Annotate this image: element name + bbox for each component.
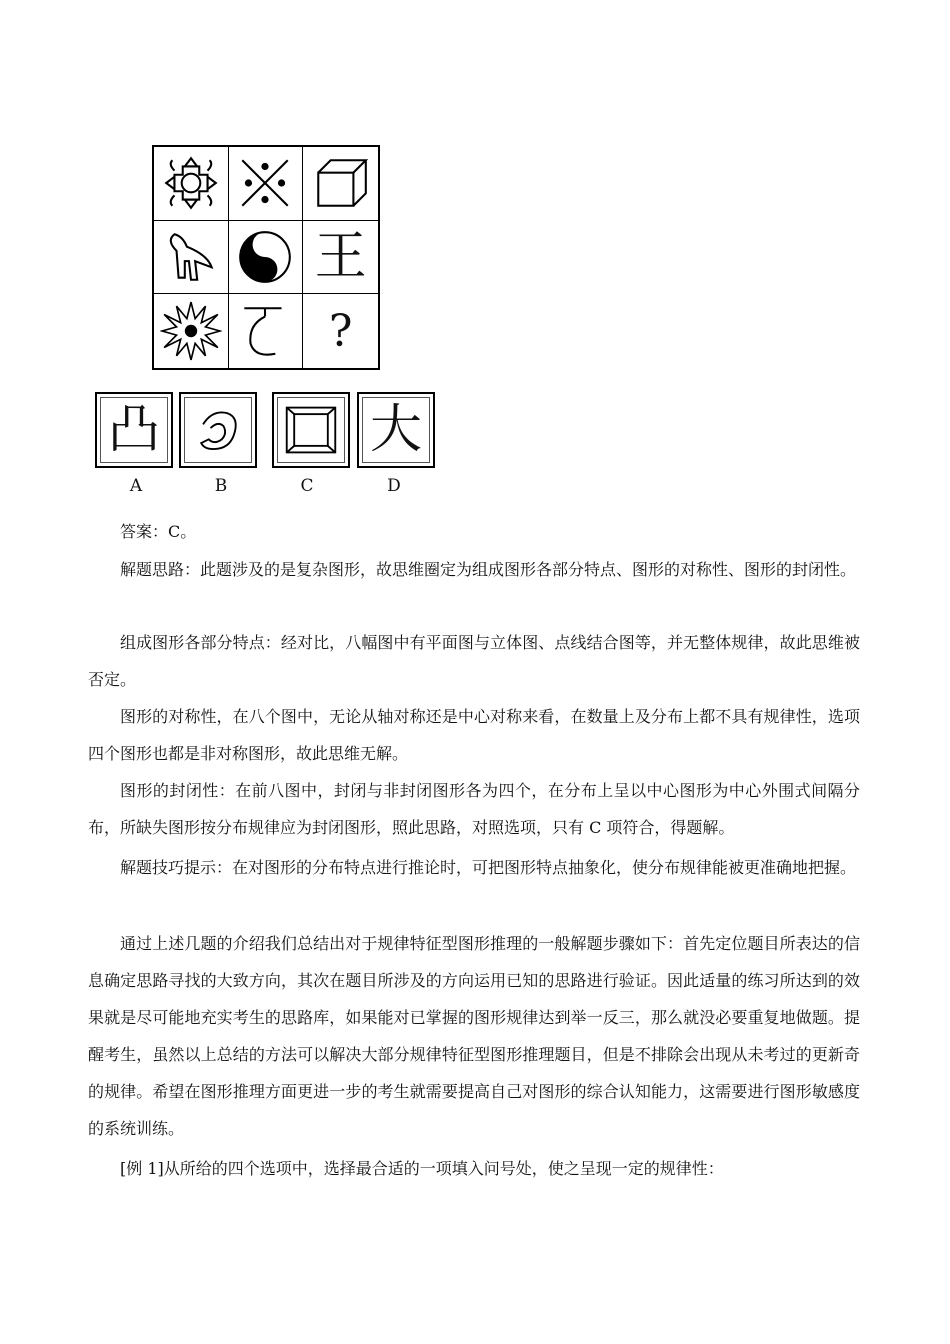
puzzle-cell-question	[303, 294, 378, 368]
option-c[interactable]	[272, 392, 350, 468]
cube-icon	[310, 152, 372, 214]
option-c-frame	[277, 397, 345, 463]
option-d-label: D	[387, 476, 401, 496]
puzzle-cell-4	[154, 221, 229, 295]
hook-curve-icon	[234, 300, 296, 362]
question-mark: ?	[328, 305, 353, 357]
paragraph-closure: 图形的封闭性：在前八图中，封闭与非封闭图形各为四个，在分布上呈以中心图形为中心外围式间隔分布，所缺失图形按分布规律应为封闭图形，照此思路，对照选项，只有 C 项符合，得题解。	[88, 781, 860, 837]
x-with-dots-icon	[234, 152, 296, 214]
puzzle-cell-7	[154, 294, 229, 368]
paragraph-summary: 通过上述几题的介绍我们总结出对于规律特征型图形推理的一般解题步骤如下：首先定位题目所表达的信息确定思路寻找的大致方向，其次在题目所涉及的方向运用已知的思路进行验证。因此适量的练习所达到的效果就是尽可能地充实考生的思路库，如果能对已掌握的图形规律达到举一反三，那么就没必要重复地做题。提醒考生，虽然以上总结的方法可以解决大部分规律特征型图形推理题目，但是不排除会出现从未考过的更新奇的规律。希望在图形推理方面更进一步的考生就需要提高自己对图形的综合认知能力，这需要进行图形敏感度的系统训练。	[88, 934, 860, 1138]
option-a-frame	[100, 397, 168, 463]
puzzle-cell-8	[229, 294, 304, 368]
puzzle-cell-3	[303, 147, 378, 221]
option-b-frame	[184, 397, 252, 463]
paragraph-symmetry: 图形的对称性，在八个图中，无论从轴对称还是中心对称来看，在数量上及分布上都不具有规律性，选项四个图形也都是非对称图形，故此思维无解。	[88, 707, 860, 763]
option-d-frame	[362, 397, 430, 463]
option-a-label: A	[129, 476, 143, 496]
option-a[interactable]	[95, 392, 173, 468]
answer-options	[95, 392, 440, 470]
puzzle-cell-2	[229, 147, 304, 221]
paragraph-components: 组成图形各部分特点：经对比，八幅图中有平面图与立体图、点线结合图等，并无整体规律，故此思维被否定。	[88, 633, 860, 689]
option-b-label: B	[214, 476, 228, 496]
option-b[interactable]	[179, 392, 257, 468]
option-d-glyph: 大	[369, 400, 422, 460]
swirl-icon	[190, 402, 246, 458]
ornate-cross-icon	[160, 152, 222, 214]
option-a-glyph: 凸	[107, 400, 160, 460]
puzzle-cell-1	[154, 147, 229, 221]
puzzle-grid	[152, 145, 380, 370]
option-d[interactable]	[357, 392, 435, 468]
option-c-label: C	[300, 476, 314, 496]
square-frame-icon	[283, 402, 339, 458]
paragraph-approach: 解题思路：此题涉及的是复杂图形，故思维圈定为组成图形各部分特点、图形的对称性、图形的封闭性。	[120, 560, 857, 579]
puzzle-glyph-wang: 王	[314, 226, 367, 287]
starburst-icon	[160, 300, 222, 362]
example-prompt: [例 1]从所给的四个选项中，选择最合适的一项填入问号处，使之呈现一定的规律性：	[120, 1159, 724, 1178]
bird-shape-icon	[160, 226, 222, 288]
answer-text: 答案：C。	[120, 522, 197, 541]
puzzle-cell-5	[229, 221, 304, 295]
puzzle-cell-6	[303, 221, 378, 295]
yin-yang-icon	[234, 226, 296, 288]
paragraph-tip: 解题技巧提示：在对图形的分布特点进行推论时，可把图形特点抽象化，使分布规律能被更准确地把握。	[120, 858, 857, 877]
